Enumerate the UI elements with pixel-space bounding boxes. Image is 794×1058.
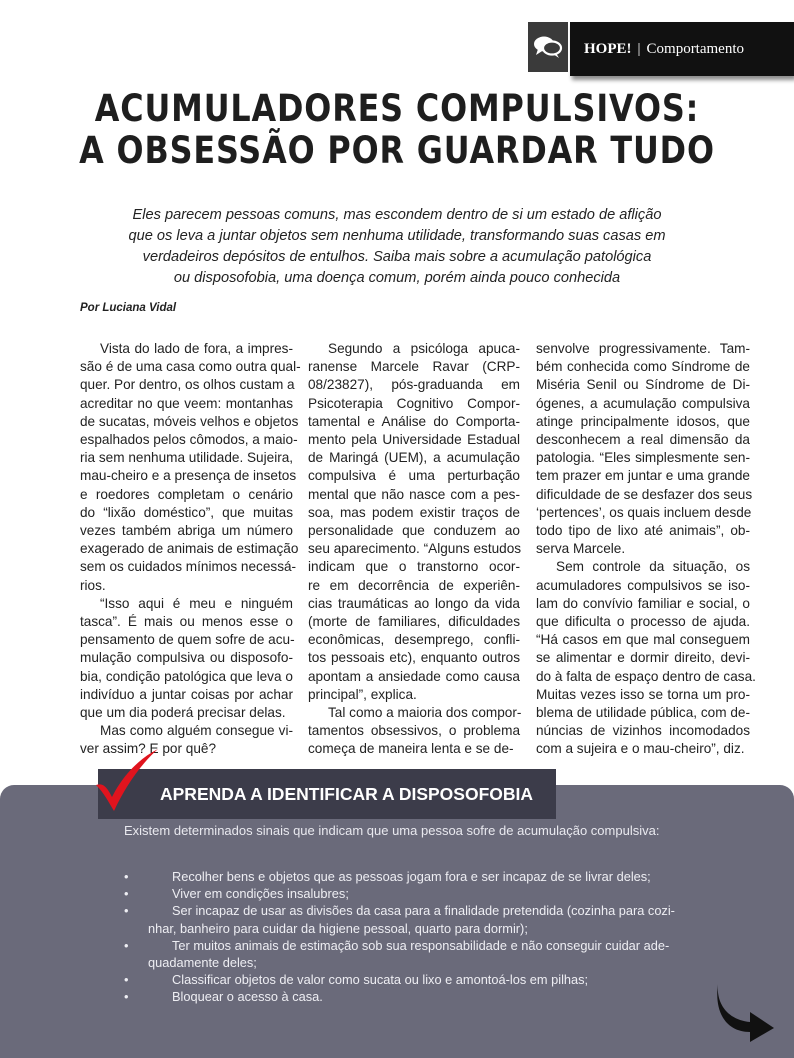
- column-line: tasca”. É mais ou menos esse o: [80, 614, 293, 630]
- column-line: mento pela Universidade Estadual: [308, 432, 520, 448]
- column-line: Segundo a psicóloga apuca-: [328, 341, 520, 356]
- column-line: Miséria Senil ou Síndrome de Di-: [536, 377, 750, 393]
- column-line: espalhados pelos cômodos, a maio-: [80, 432, 298, 448]
- symptom-text: Bloquear o acesso à casa.: [172, 989, 323, 1005]
- column-line: atinge principalmente idosos, que: [536, 413, 750, 429]
- column-line: vezes também abriga um número: [80, 523, 293, 539]
- column-line: blema de utilidade pública, com de-: [536, 705, 750, 721]
- column-line: Mas como alguém consegue vi-: [100, 723, 293, 739]
- column-line: senvolve progressivamente. Tam-: [536, 341, 750, 356]
- lead-line: que os leva a juntar objetos sem nenhuma utilidade, transformando suas casas em: [128, 228, 666, 244]
- curved-arrow-icon[interactable]: [712, 982, 776, 1044]
- section-name: Comportamento: [646, 40, 745, 57]
- byline: Por Luciana Vidal: [80, 302, 177, 314]
- column-line: econômicas, desemprego, confli-: [308, 632, 520, 648]
- column-line: pensamento de quem sofre de acu-: [80, 632, 295, 648]
- column-line: re em decorrência de experiên-: [308, 577, 520, 593]
- column-line: rios.: [80, 577, 106, 593]
- column-line: que dificulta o processo de ajuda.: [536, 614, 750, 630]
- column-line: Muitas vezes isso se torna um pro-: [536, 686, 750, 702]
- column-line: 08/23827), pós-graduanda em: [308, 377, 520, 393]
- column-line: “Isso aqui é meu e ninguém: [100, 595, 293, 611]
- column-line: ‘pertences’, os quais incluem desde: [536, 504, 752, 520]
- speech-bubbles-icon: [533, 34, 563, 60]
- title-line-2: A OBSESSÃO POR GUARDAR TUDO: [79, 129, 715, 172]
- bullet-icon: •: [124, 903, 129, 919]
- text-column-2: [308, 340, 520, 759]
- column-line: dificuldade de se desfazer dos seus: [536, 486, 753, 502]
- article-lead: [100, 205, 694, 289]
- symptom-item: [124, 971, 694, 988]
- column-line: acreditar no que veem: montanhas: [80, 395, 293, 411]
- symptom-item: [124, 988, 694, 1005]
- column-line: ógenes, a acumulação compulsiva: [536, 395, 750, 411]
- column-line: mulação compulsiva ou disposofo-: [80, 650, 293, 666]
- symptom-text: Ser incapaz de usar as divisões da casa para a finalidade pretendida (cozinha para cozi-: [172, 903, 675, 919]
- section-header-tab: [570, 22, 794, 76]
- column-line: que um dia poderá precisar delas.: [80, 705, 286, 721]
- symptom-item: [124, 885, 694, 902]
- column-line: ver assim? E por quê?: [80, 741, 217, 757]
- symptom-text: Classificar objetos de valor como sucata ou lixo e amontoá-los em pilhas;: [172, 972, 589, 988]
- column-line: começa de maneira lenta e se de-: [308, 741, 514, 757]
- symptom-text: Ter muitos animais de estimação sob sua responsabilidade e não conseguir cuidar ade-: [172, 937, 670, 953]
- symptom-text: Recolher bens e objetos que as pessoas jogam fora e ser incapaz de se livrar deles;: [172, 869, 651, 884]
- symptom-list: [124, 868, 694, 1006]
- column-line: tamental e Análise do Comporta-: [308, 413, 520, 429]
- column-line: ranense Marcele Ravar (CRP-: [308, 359, 520, 375]
- column-line: quer. Por dentro, os olhos custam a: [80, 377, 295, 393]
- red-checkmark-icon: [92, 745, 162, 815]
- column-line: com a sujeira e o mau-cheiro”, diz.: [536, 741, 745, 757]
- column-line: tos pessoais etc), enquanto outros: [308, 650, 520, 666]
- column-line: todo tipo de lixo até animais”, ob-: [536, 523, 750, 539]
- article-title: [56, 88, 739, 172]
- column-line: são é de uma casa como outra qual-: [80, 359, 301, 375]
- column-line: sem os cuidados mínimos necessá-: [80, 559, 297, 575]
- column-line: bia, condição patológica que leva o: [80, 668, 293, 684]
- symptom-text: Viver em condições insalubres;: [172, 886, 349, 902]
- column-line: cias traumáticas ao longo da vida: [308, 595, 520, 611]
- column-line: acumuladores compulsivos se iso-: [536, 577, 750, 593]
- column-line: ria sem nenhuma utilidade. Sujeira,: [80, 450, 294, 466]
- column-line: desconhecem a real dimensão da: [536, 432, 750, 448]
- column-line: tem prazer em juntar e uma grande: [536, 468, 750, 484]
- symptom-item: [124, 868, 694, 885]
- header-separator: |: [637, 40, 641, 57]
- column-line: indivíduo a juntar coisas por achar: [80, 686, 293, 702]
- symptom-text-continued: nhar, banheiro para cuidar da higiene pessoal, quarto para dormir);: [148, 920, 528, 936]
- column-line: e roedores completam o cenário: [80, 486, 293, 502]
- column-line: de sucatas, móveis velhos e objetos: [80, 413, 299, 429]
- column-line: mental que não nasce com a pes-: [308, 486, 520, 502]
- text-column-1: [80, 340, 301, 759]
- column-line: soa, mas podem existir traços de: [308, 504, 520, 520]
- column-line: mau-cheiro e a presença de insetos: [80, 468, 297, 484]
- column-line: compulsiva é uma perturbação: [308, 468, 520, 484]
- column-line: do “lixão doméstico”, que muitas: [80, 504, 293, 520]
- column-line: de Maringá (UEM), a acumulação: [308, 450, 520, 466]
- bullet-icon: •: [124, 937, 129, 953]
- column-line: personalidade que conduzem ao: [308, 523, 520, 539]
- column-line: se alimentar e dormir direito, devi-: [536, 650, 750, 666]
- bullet-icon: •: [124, 886, 129, 902]
- magazine-brand: HOPE!: [584, 40, 632, 57]
- column-line: indicam que o transtorno ocor-: [308, 559, 520, 575]
- symptom-text-continued: quadamente deles;: [148, 955, 257, 971]
- info-box-intro: Existem determinados sinais que indicam que uma pessoa sofre de acumulação compulsiva:: [124, 823, 660, 838]
- column-line: Tal como a maioria dos compor-: [328, 705, 522, 721]
- symptom-item: [124, 937, 694, 971]
- info-box-title: APRENDA A IDENTIFICAR A DISPOSOFOBIA: [160, 784, 534, 804]
- speech-bubbles-icon-box: [528, 22, 568, 72]
- title-line-1: ACUMULADORES COMPULSIVOS:: [94, 87, 700, 130]
- lead-line: ou disposofobia, uma doença comum, porém ainda pouco conhecida: [173, 270, 621, 286]
- column-line: “Há casos em que mal conseguem: [536, 632, 750, 648]
- bullet-icon: •: [124, 869, 129, 884]
- text-column-3: [536, 340, 756, 759]
- column-line: apontam a ansiedade como causa: [308, 668, 520, 684]
- column-line: (morte de familiares, dificuldades: [308, 614, 520, 630]
- column-line: Sem controle da situação, os: [556, 559, 750, 575]
- bullet-icon: •: [124, 989, 129, 1005]
- column-line: principal”, explica.: [308, 686, 417, 702]
- lead-line: Eles parecem pessoas comuns, mas escondem dentro de si um estado de aflição: [132, 207, 662, 223]
- bullet-icon: •: [124, 972, 129, 988]
- column-line: Vista do lado de fora, a impres-: [100, 341, 293, 356]
- column-line: núncias de vizinhos incomodados: [536, 723, 750, 739]
- column-line: serva Marcele.: [536, 541, 626, 557]
- column-line: seu aparecimento. “Alguns estudos: [308, 541, 522, 557]
- column-line: exagerado de animais de estimação: [80, 541, 299, 557]
- column-line: Psicoterapia Cognitivo Compor-: [308, 395, 520, 411]
- column-line: do à falta de espaço dentro de casa.: [536, 668, 756, 684]
- column-line: lam do convívio familiar e social, o: [536, 595, 750, 611]
- column-line: bém conhecida como Síndrome de: [536, 359, 750, 375]
- lead-line: verdadeiros depósitos de entulhos. Saiba mais sobre a acumulação patológica: [142, 249, 652, 265]
- column-line: patologia. “Eles simplesmente sen-: [536, 450, 750, 466]
- symptom-item: [124, 902, 694, 936]
- column-line: tamentos obsessivos, o problema: [308, 723, 520, 739]
